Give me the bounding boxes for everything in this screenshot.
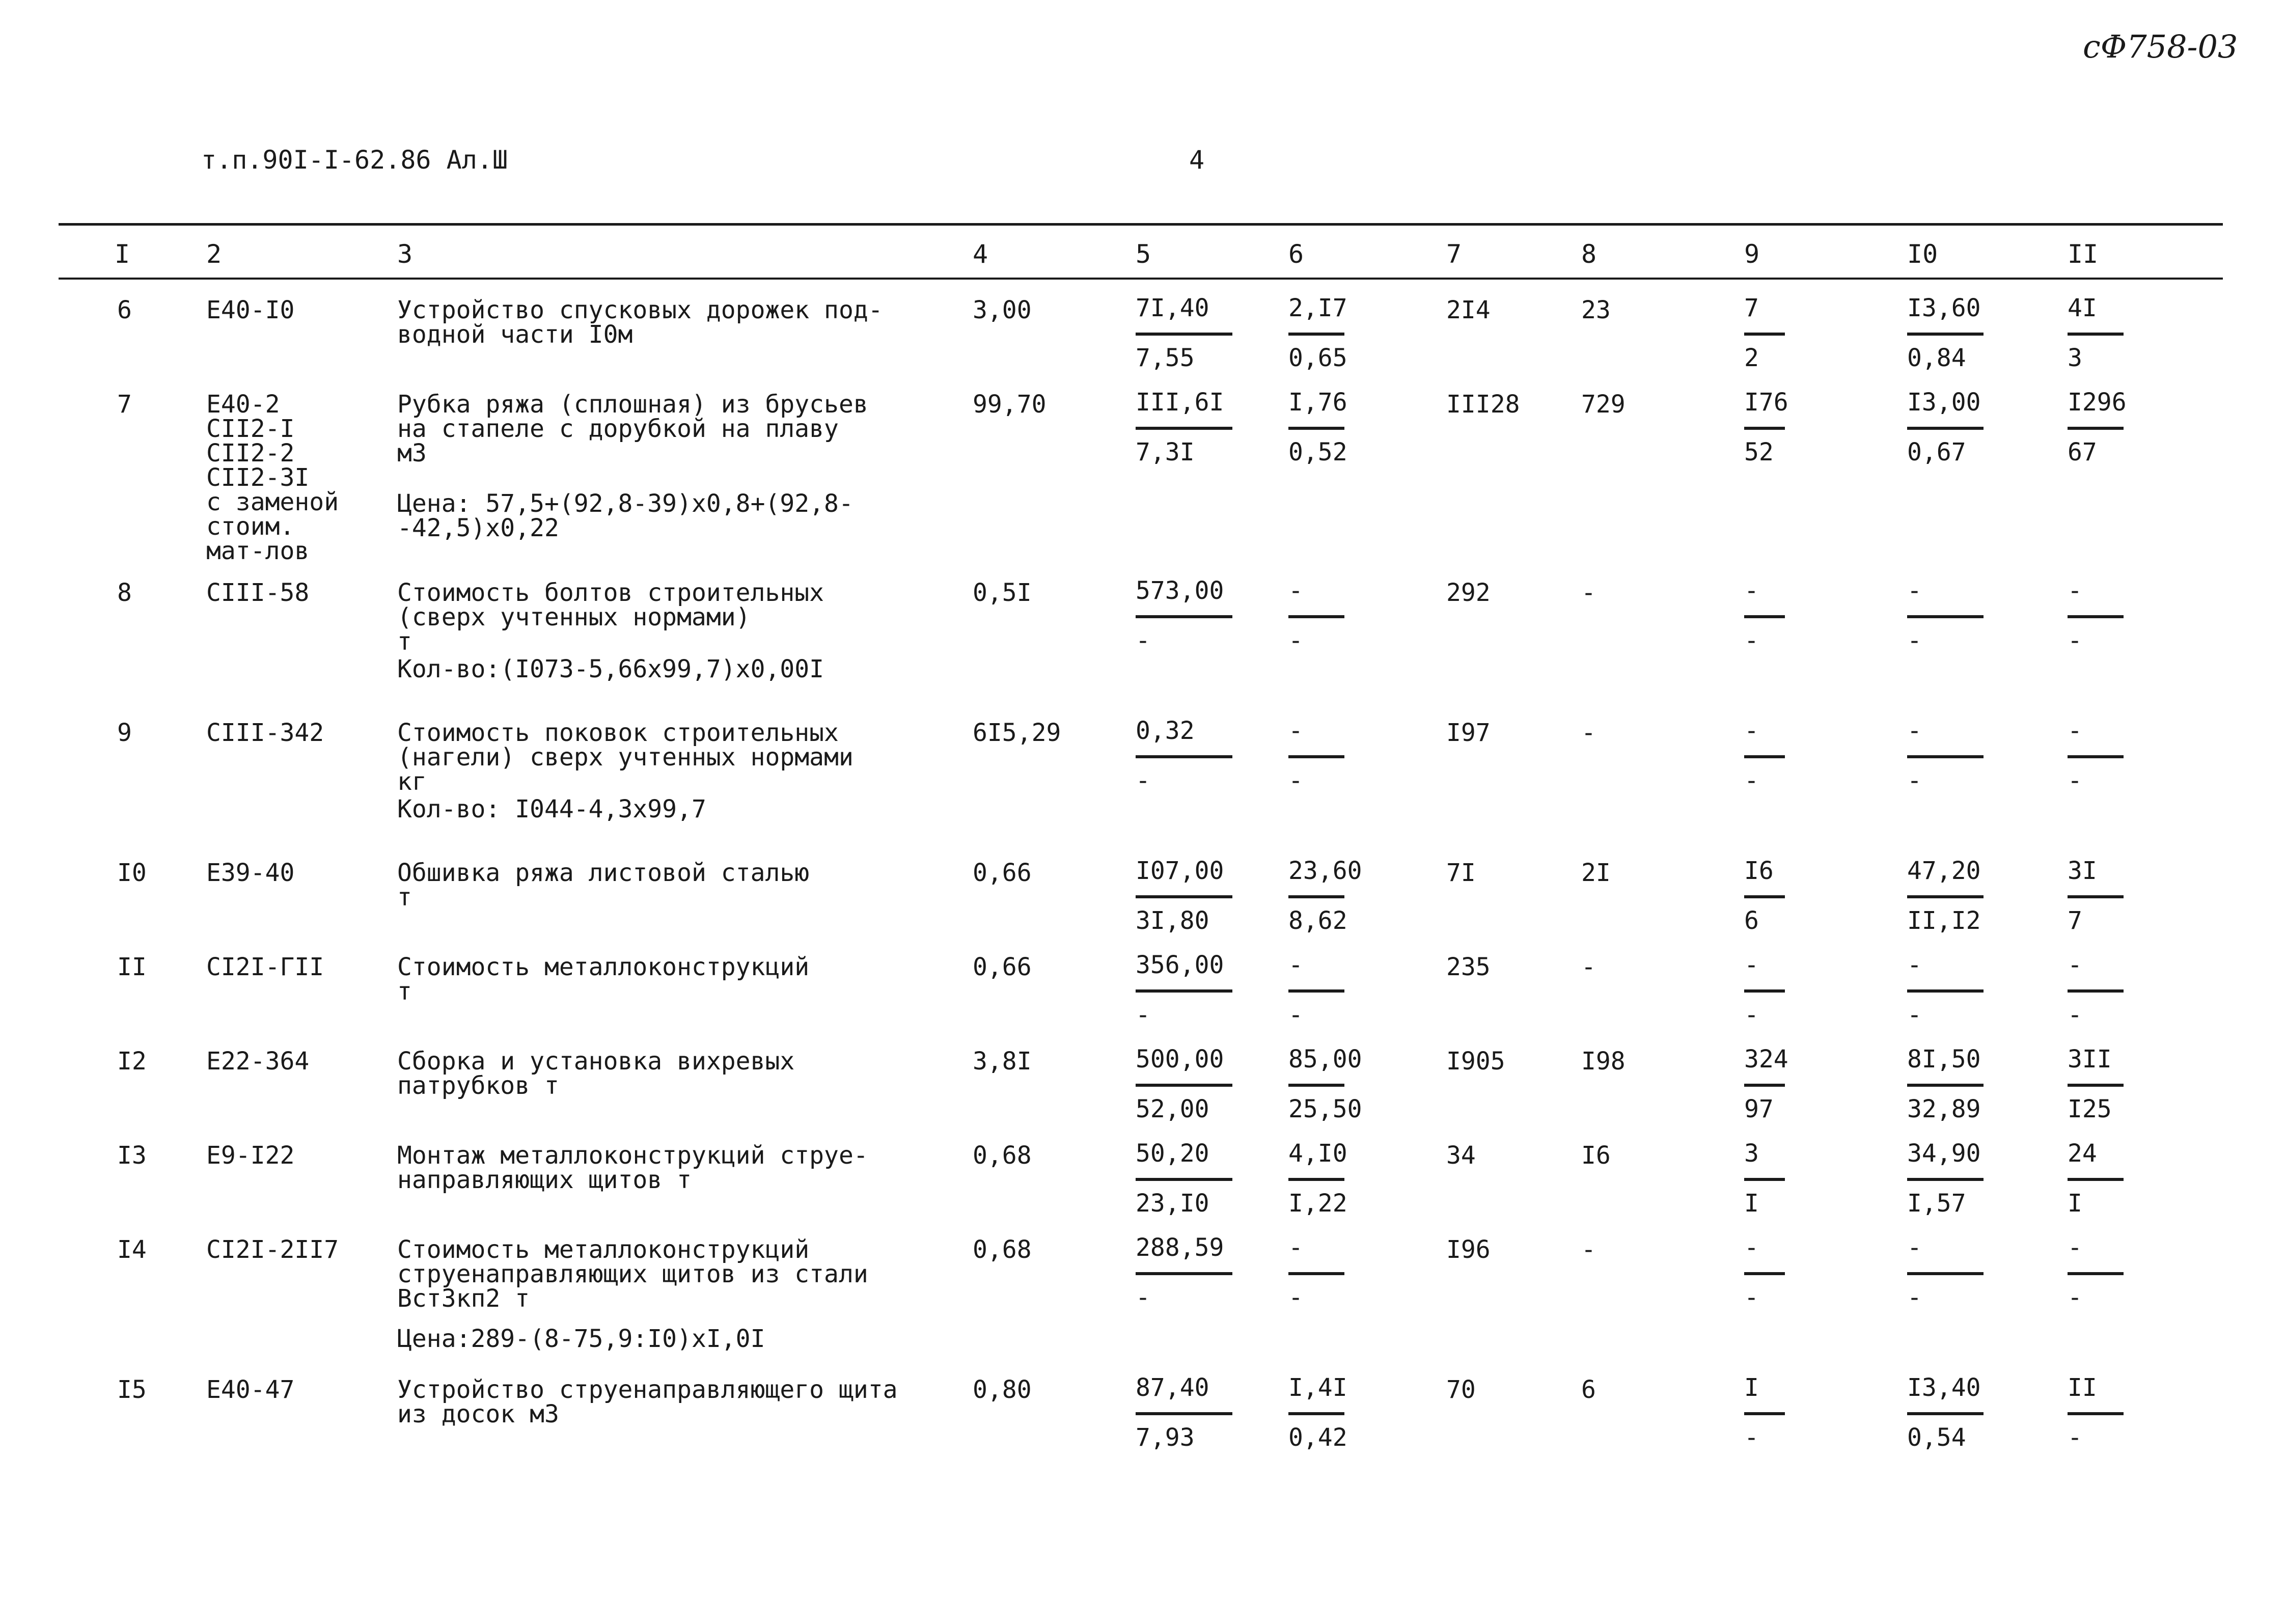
fraction-bar: [2068, 895, 2124, 898]
labor-unit-cell-numerator: -: [1907, 951, 1922, 979]
machines-cell-numerator: 7: [1744, 294, 1759, 322]
machines-cell-numerator: I: [1744, 1373, 1759, 1402]
unit-cost-cell-denominator: 52,00: [1136, 1095, 1209, 1123]
fraction-bar: [2068, 989, 2124, 993]
row-number: I2: [117, 1047, 147, 1076]
work-description: Сборка и установка вихревых патрубков т: [397, 1047, 795, 1100]
fraction-bar: [1744, 755, 1785, 758]
unit-cost-cell-numerator: III,6I: [1136, 388, 1224, 417]
machines-cell: [1744, 858, 1785, 934]
unit-cost-cell-denominator: -: [1136, 1283, 1150, 1312]
total-wage-cell: -: [1581, 719, 1596, 747]
machines-cell-numerator: -: [1744, 576, 1759, 605]
unit-cost-cell-numerator: 356,00: [1136, 951, 1224, 979]
machines-cell-numerator: I6: [1744, 857, 1774, 885]
machines-cell: [1744, 1234, 1785, 1311]
labor-unit-cell-denominator: -: [1907, 626, 1922, 655]
page-number: 4: [1189, 145, 1205, 175]
fraction-bar: [1136, 1084, 1232, 1087]
labor-total-cell-numerator: I296: [2068, 388, 2127, 417]
total-wage-cell: I6: [1581, 1141, 1611, 1170]
machines-cell-denominator: -: [1744, 626, 1759, 655]
labor-unit-cell-numerator: -: [1907, 576, 1922, 605]
fraction-bar: [1907, 1084, 1984, 1087]
fraction-bar: [1288, 333, 1344, 336]
norm-code: СI2I-2II7: [206, 1235, 339, 1264]
norm-code: Е9-I22: [206, 1141, 295, 1170]
quantity-cell: 99,70: [973, 390, 1046, 419]
fraction-bar: [1288, 895, 1344, 898]
labor-total-cell-denominator: I: [2068, 1189, 2082, 1218]
fraction-bar: [1288, 989, 1344, 993]
unit-cost-cell-denominator: 7,55: [1136, 344, 1195, 372]
machines-cell: [1744, 1140, 1785, 1217]
machines-cell: [1744, 952, 1785, 1028]
labor-total-cell-numerator: -: [2068, 576, 2082, 605]
unit-wage-cell: [1288, 1045, 1362, 1123]
norm-code: Е22-364: [206, 1047, 310, 1076]
fraction-bar: [1136, 427, 1232, 430]
labor-unit-cell: [1907, 577, 1984, 654]
row-number: 6: [117, 296, 132, 324]
fraction-bar: [1136, 989, 1232, 993]
work-description: Стоимость болтов строительных (сверх учтенных нормами) т: [397, 579, 824, 656]
fraction-bar: [2068, 755, 2124, 758]
machines-cell-numerator: 324: [1744, 1045, 1788, 1074]
calculation-note: Кол-во:(I073-5,66х99,7)х0,00I: [397, 655, 824, 683]
unit-cost-cell-numerator: 87,40: [1136, 1373, 1209, 1402]
fraction-bar: [1744, 895, 1785, 898]
fraction-bar: [1907, 1178, 1984, 1181]
unit-wage-cell-denominator: 25,50: [1288, 1095, 1362, 1123]
machines-cell-denominator: -: [1744, 1283, 1759, 1312]
fraction-bar: [1288, 755, 1344, 758]
labor-total-cell: [2068, 1374, 2124, 1451]
unit-wage-cell-denominator: 8,62: [1288, 906, 1347, 935]
fraction-bar: [1744, 1178, 1785, 1181]
labor-unit-cell-denominator: 32,89: [1907, 1095, 1981, 1123]
labor-unit-cell-denominator: I,57: [1907, 1189, 1966, 1218]
unit-wage-cell-denominator: -: [1288, 1001, 1303, 1029]
work-description: Стоимость металлоконструкций т: [397, 953, 810, 1006]
column-header: 6: [1288, 239, 1304, 269]
labor-unit-cell-numerator: 34,90: [1907, 1139, 1981, 1168]
fraction-bar: [1288, 1178, 1344, 1181]
unit-cost-cell: [1136, 858, 1232, 934]
labor-unit-cell: [1907, 389, 1984, 465]
labor-unit-cell-denominator: -: [1907, 1001, 1922, 1029]
unit-wage-cell-denominator: -: [1288, 626, 1303, 655]
quantity-cell: 6I5,29: [973, 719, 1061, 747]
labor-unit-cell: [1907, 1140, 1984, 1217]
labor-unit-cell: [1907, 1374, 1984, 1451]
row-number: I0: [117, 859, 147, 887]
machines-cell: [1744, 295, 1785, 371]
quantity-cell: 0,5I: [973, 579, 1032, 607]
labor-unit-cell-denominator: 0,54: [1907, 1423, 1966, 1452]
unit-cost-cell-denominator: 7,93: [1136, 1423, 1195, 1452]
labor-unit-cell-numerator: I3,00: [1907, 388, 1981, 417]
machines-cell-denominator: -: [1744, 1423, 1759, 1452]
labor-total-cell-numerator: -: [2068, 717, 2082, 745]
column-header: 7: [1446, 239, 1462, 269]
total-wage-cell: 2I: [1581, 859, 1611, 887]
row-number: 9: [117, 719, 132, 747]
unit-cost-cell: [1136, 1046, 1232, 1122]
total-cost-cell: 2I4: [1446, 296, 1491, 324]
unit-wage-cell-numerator: I,76: [1288, 388, 1347, 417]
column-header: 8: [1581, 239, 1597, 269]
norm-code: Е40-47: [206, 1375, 295, 1404]
total-wage-cell: -: [1581, 579, 1596, 607]
work-description: Стоимость поковок строительных (нагели) сверх учтенных нормами кг: [397, 719, 853, 796]
labor-total-cell-numerator: -: [2068, 1233, 2082, 1262]
labor-unit-cell-denominator: 0,67: [1907, 438, 1966, 466]
fraction-bar: [1744, 427, 1785, 430]
column-header: 2: [206, 239, 222, 269]
labor-unit-cell-numerator: I3,60: [1907, 294, 1981, 322]
norm-code: Е39-40: [206, 859, 295, 887]
calculation-note: Цена: 57,5+(92,8-39)х0,8+(92,8- -42,5)х0,22: [397, 489, 853, 542]
machines-cell: [1744, 577, 1785, 654]
fraction-bar: [1744, 989, 1785, 993]
total-cost-cell: 34: [1446, 1141, 1476, 1170]
fraction-bar: [1907, 1412, 1984, 1415]
unit-cost-cell-denominator: -: [1136, 1001, 1150, 1029]
norm-code: Е40-I0: [206, 296, 295, 324]
unit-wage-cell-denominator: -: [1288, 1283, 1303, 1312]
column-header: 3: [397, 239, 413, 269]
fraction-bar: [1907, 755, 1984, 758]
column-header: 9: [1744, 239, 1760, 269]
fraction-bar: [1136, 1178, 1232, 1181]
quantity-cell: 0,68: [973, 1235, 1032, 1264]
unit-wage-cell-numerator: -: [1288, 717, 1303, 745]
unit-wage-cell-numerator: 4,I0: [1288, 1139, 1347, 1168]
fraction-bar: [1907, 989, 1984, 993]
fraction-bar: [1288, 427, 1344, 430]
total-cost-cell: I96: [1446, 1235, 1491, 1264]
fraction-bar: [2068, 333, 2124, 336]
work-description: Монтаж металлоконструкций струе- направляющих щитов т: [397, 1141, 868, 1194]
unit-wage-cell-numerator: I,4I: [1288, 1373, 1347, 1402]
labor-total-cell-numerator: 24: [2068, 1139, 2097, 1168]
labor-total-cell-numerator: 4I: [2068, 294, 2097, 322]
labor-unit-cell-denominator: -: [1907, 1283, 1922, 1312]
fraction-bar: [2068, 1084, 2124, 1087]
labor-total-cell: [2068, 1046, 2124, 1122]
labor-total-cell: [2068, 1234, 2124, 1311]
machines-cell: [1744, 1045, 1788, 1123]
fraction-bar: [1288, 1412, 1344, 1415]
work-description: Устройство спусковых дорожек под- водной части I0м: [397, 296, 883, 349]
row-number: 8: [117, 579, 132, 607]
labor-total-cell: [2068, 1140, 2124, 1217]
unit-wage-cell-numerator: -: [1288, 1233, 1303, 1262]
header-bottom-rule: [59, 278, 2223, 280]
unit-cost-cell-numerator: 500,00: [1136, 1045, 1224, 1074]
labor-unit-cell-denominator: 0,84: [1907, 344, 1966, 372]
machines-cell-numerator: 3: [1744, 1139, 1759, 1168]
labor-total-cell-denominator: I25: [2068, 1095, 2112, 1123]
row-number: II: [117, 953, 147, 981]
labor-unit-cell: [1907, 1234, 1984, 1311]
unit-wage-cell-numerator: 2,I7: [1288, 294, 1347, 322]
unit-wage-cell-denominator: 0,52: [1288, 438, 1347, 466]
labor-total-cell-denominator: -: [2068, 766, 2082, 795]
column-header: I: [115, 239, 130, 269]
labor-total-cell: [2068, 858, 2124, 934]
work-description: Устройство струенаправляющего щита из досок м3: [397, 1375, 898, 1428]
fraction-bar: [1136, 1272, 1232, 1275]
machines-cell-denominator: I: [1744, 1189, 1759, 1218]
machines-cell: [1744, 388, 1788, 466]
unit-wage-cell-numerator: -: [1288, 576, 1303, 605]
column-header: I0: [1907, 239, 1938, 269]
labor-total-cell: [2068, 952, 2124, 1028]
calculation-note: Цена:289-(8-75,9:I0)хI,0I: [397, 1325, 765, 1353]
unit-cost-cell: [1136, 295, 1232, 371]
column-header: II: [2068, 239, 2099, 269]
fraction-bar: [1907, 1272, 1984, 1275]
unit-cost-cell-denominator: -: [1136, 766, 1150, 795]
fraction-bar: [1744, 615, 1785, 618]
fraction-bar: [1288, 1272, 1344, 1275]
fraction-bar: [1136, 333, 1232, 336]
total-wage-cell: 23: [1581, 296, 1611, 324]
unit-cost-cell: [1136, 1374, 1232, 1451]
norm-code: СIII-342: [206, 719, 324, 747]
work-description: Стоимость металлоконструкций струенаправляющих щитов из стали Вст3кп2 т: [397, 1235, 868, 1313]
unit-wage-cell: [1288, 388, 1347, 466]
fraction-bar: [1288, 615, 1344, 618]
total-wage-cell: 729: [1581, 390, 1626, 419]
unit-wage-cell: [1288, 952, 1344, 1028]
unit-wage-cell-numerator: 85,00: [1288, 1045, 1362, 1074]
fraction-bar: [1136, 615, 1232, 618]
row-number: 7: [117, 390, 132, 419]
norm-code: СIII-58: [206, 579, 310, 607]
quantity-cell: 0,66: [973, 953, 1032, 981]
unit-wage-cell-denominator: 0,65: [1288, 344, 1347, 372]
fraction-bar: [1744, 1084, 1785, 1087]
labor-total-cell: [2068, 388, 2127, 466]
machines-cell-numerator: -: [1744, 951, 1759, 979]
unit-cost-cell-numerator: 573,00: [1136, 576, 1224, 605]
norm-code: Е40-2 СII2-I СII2-2 СII2-3I с заменой стоим. мат-лов: [206, 390, 339, 565]
total-cost-cell: 235: [1446, 953, 1491, 981]
labor-total-cell-numerator: 3I: [2068, 857, 2097, 885]
unit-cost-cell: [1136, 952, 1232, 1028]
labor-total-cell: [2068, 577, 2124, 654]
labor-unit-cell: [1907, 1046, 1984, 1122]
fraction-bar: [1136, 1412, 1232, 1415]
fraction-bar: [2068, 1412, 2124, 1415]
unit-cost-cell-denominator: 23,I0: [1136, 1189, 1209, 1218]
fraction-bar: [1744, 333, 1785, 336]
calculation-note: Кол-во: I044-4,3х99,7: [397, 795, 706, 823]
archive-code: сФ758-03: [2083, 28, 2238, 65]
fraction-bar: [1907, 615, 1984, 618]
labor-total-cell-numerator: -: [2068, 951, 2082, 979]
labor-unit-cell-numerator: 47,20: [1907, 857, 1981, 885]
unit-wage-cell-numerator: -: [1288, 951, 1303, 979]
labor-unit-cell-numerator: -: [1907, 1233, 1922, 1262]
quantity-cell: 0,80: [973, 1375, 1032, 1404]
unit-wage-cell-denominator: 0,42: [1288, 1423, 1347, 1452]
labor-unit-cell: [1907, 718, 1984, 794]
total-wage-cell: -: [1581, 1235, 1596, 1264]
labor-total-cell-denominator: 67: [2068, 438, 2097, 466]
total-cost-cell: 292: [1446, 579, 1491, 607]
labor-unit-cell-numerator: -: [1907, 717, 1922, 745]
labor-total-cell-denominator: -: [2068, 1283, 2082, 1312]
unit-cost-cell: [1136, 718, 1232, 794]
machines-cell-numerator: -: [1744, 717, 1759, 745]
unit-cost-cell-numerator: 50,20: [1136, 1139, 1209, 1168]
total-cost-cell: I97: [1446, 719, 1491, 747]
unit-cost-cell-numerator: 7I,40: [1136, 294, 1209, 322]
quantity-cell: 3,8I: [973, 1047, 1032, 1076]
labor-total-cell-numerator: II: [2068, 1373, 2097, 1402]
machines-cell: [1744, 1374, 1785, 1451]
labor-total-cell: [2068, 295, 2124, 371]
machines-cell-denominator: -: [1744, 766, 1759, 795]
labor-unit-cell-numerator: I3,40: [1907, 1373, 1981, 1402]
machines-cell-denominator: 97: [1744, 1095, 1774, 1123]
machines-cell-denominator: 52: [1744, 438, 1774, 466]
unit-wage-cell-denominator: I,22: [1288, 1189, 1347, 1218]
total-wage-cell: I98: [1581, 1047, 1626, 1076]
labor-unit-cell-denominator: -: [1907, 766, 1922, 795]
quantity-cell: 0,68: [973, 1141, 1032, 1170]
unit-wage-cell-numerator: 23,60: [1288, 857, 1362, 885]
column-header: 4: [973, 239, 988, 269]
labor-total-cell-denominator: -: [2068, 626, 2082, 655]
machines-cell: [1744, 718, 1785, 794]
unit-cost-cell: [1136, 1234, 1232, 1311]
fraction-bar: [2068, 615, 2124, 618]
labor-total-cell: [2068, 718, 2124, 794]
unit-cost-cell-denominator: -: [1136, 626, 1150, 655]
unit-wage-cell: [1288, 857, 1362, 935]
fraction-bar: [1907, 895, 1984, 898]
fraction-bar: [1136, 755, 1232, 758]
unit-cost-cell-numerator: 288,59: [1136, 1233, 1224, 1262]
total-cost-cell: I905: [1446, 1047, 1505, 1076]
unit-cost-cell: [1136, 389, 1232, 465]
row-number: I4: [117, 1235, 147, 1264]
unit-cost-cell-denominator: 7,3I: [1136, 438, 1195, 466]
column-header: 5: [1136, 239, 1151, 269]
fraction-bar: [1288, 1084, 1344, 1087]
total-wage-cell: -: [1581, 953, 1596, 981]
norm-code: СI2I-ГII: [206, 953, 324, 981]
work-description: Рубка ряжа (сплошная) из брусьев на стапеле с дорубкой на плаву м3: [397, 390, 868, 467]
labor-unit-cell: [1907, 952, 1984, 1028]
labor-total-cell-denominator: 3: [2068, 344, 2082, 372]
unit-wage-cell: [1288, 1373, 1347, 1452]
table-top-rule: [59, 223, 2223, 226]
fraction-bar: [1744, 1412, 1785, 1415]
unit-wage-cell: [1288, 294, 1347, 372]
unit-wage-cell: [1288, 577, 1344, 654]
document-reference: т.п.90I-I-62.86 Ал.Ш: [201, 145, 508, 175]
total-wage-cell: 6: [1581, 1375, 1596, 1404]
total-cost-cell: 7I: [1446, 859, 1476, 887]
fraction-bar: [2068, 427, 2124, 430]
fraction-bar: [2068, 1178, 2124, 1181]
fraction-bar: [1136, 895, 1232, 898]
unit-cost-cell-denominator: 3I,80: [1136, 906, 1209, 935]
row-number: I5: [117, 1375, 147, 1404]
labor-unit-cell-numerator: 8I,50: [1907, 1045, 1981, 1074]
labor-total-cell-denominator: -: [2068, 1001, 2082, 1029]
fraction-bar: [2068, 1272, 2124, 1275]
unit-wage-cell: [1288, 718, 1344, 794]
work-description: Обшивка ряжа листовой сталью т: [397, 859, 810, 912]
labor-unit-cell-denominator: II,I2: [1907, 906, 1981, 935]
labor-total-cell-denominator: -: [2068, 1423, 2082, 1452]
labor-unit-cell: [1907, 295, 1984, 371]
unit-cost-cell-numerator: I07,00: [1136, 857, 1224, 885]
fraction-bar: [1907, 427, 1984, 430]
labor-unit-cell: [1907, 858, 1984, 934]
unit-wage-cell-denominator: -: [1288, 766, 1303, 795]
fraction-bar: [1744, 1272, 1785, 1275]
machines-cell-denominator: 2: [1744, 344, 1759, 372]
machines-cell-denominator: 6: [1744, 906, 1759, 935]
unit-cost-cell: [1136, 577, 1232, 654]
total-cost-cell: III28: [1446, 390, 1520, 419]
quantity-cell: 0,66: [973, 859, 1032, 887]
machines-cell-denominator: -: [1744, 1001, 1759, 1029]
row-number: I3: [117, 1141, 147, 1170]
machines-cell-numerator: -: [1744, 1233, 1759, 1262]
unit-wage-cell: [1288, 1139, 1347, 1218]
unit-cost-cell: [1136, 1140, 1232, 1217]
unit-cost-cell-numerator: 0,32: [1136, 717, 1195, 745]
fraction-bar: [1907, 333, 1984, 336]
unit-wage-cell: [1288, 1234, 1344, 1311]
quantity-cell: 3,00: [973, 296, 1032, 324]
labor-total-cell-numerator: 3II: [2068, 1045, 2112, 1074]
machines-cell-numerator: I76: [1744, 388, 1788, 417]
labor-total-cell-denominator: 7: [2068, 906, 2082, 935]
total-cost-cell: 70: [1446, 1375, 1476, 1404]
